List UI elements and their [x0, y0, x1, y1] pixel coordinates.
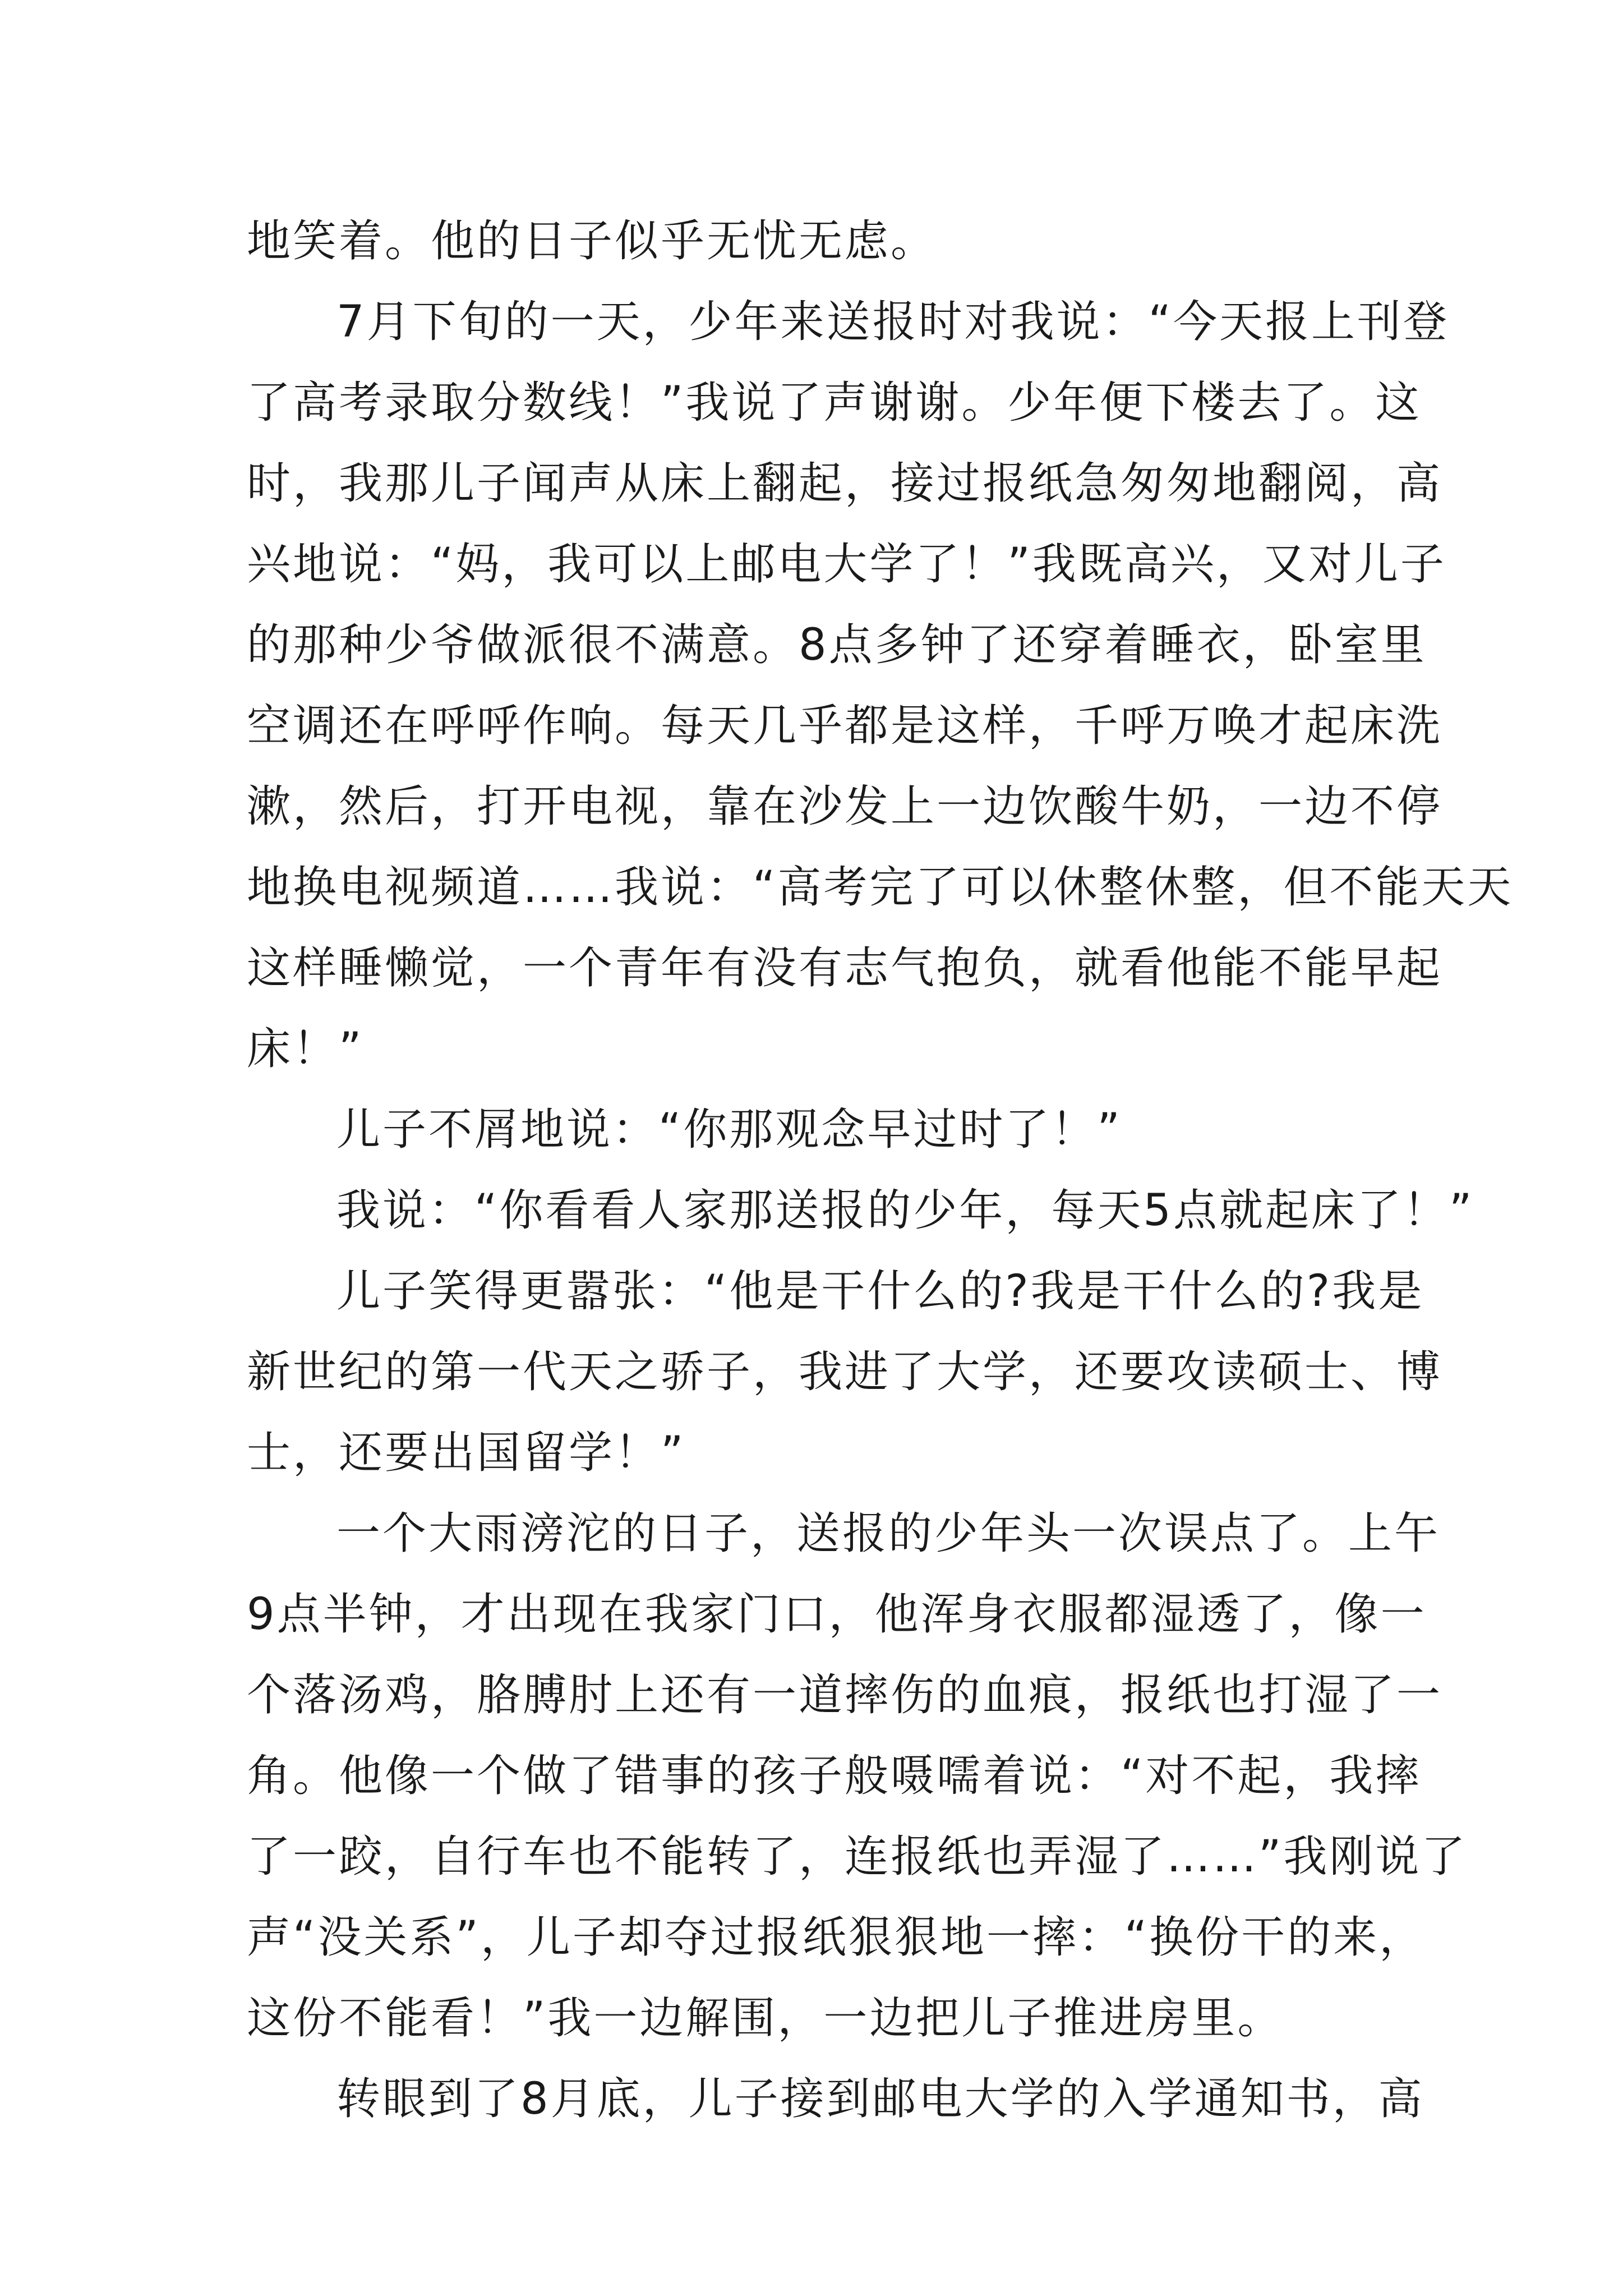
text-line-18: 9点半钟，才出现在我家门口，他浑身衣服都湿透了，像一 — [247, 1589, 1427, 1640]
text-line-24: 转眼到了8月底，儿子接到邮电大学的入学通知书，高 — [336, 2074, 1424, 2124]
text-line-20: 角。他像一个做了错事的孩子般嗫嚅着说：“对不起，我摔 — [247, 1751, 1422, 1801]
text-line-17: 一个大雨滂沱的日子，送报的少年头一次误点了。上午 — [336, 1508, 1441, 1559]
text-line-11: 床！” — [247, 1024, 364, 1074]
text-line-15: 新世纪的第一代天之骄子，我进了大学，还要攻读硕士、博 — [247, 1347, 1443, 1397]
text-line-22: 声“没关系”，儿子却夺过报纸狠狠地一摔：“换份干的来， — [247, 1912, 1426, 1963]
text-line-13: 我说：“你看看人家那送报的少年，每天5点就起床了！” — [336, 1185, 1474, 1236]
text-line-14: 儿子笑得更嚣张：“他是干什么的?我是干什么的?我是 — [336, 1266, 1424, 1317]
text-line-7: 空调还在呼呼作响。每天几乎都是这样，千呼万唤才起床洗 — [247, 701, 1443, 751]
text-line-16: 士，还要出国留学！” — [247, 1428, 686, 1478]
text-line-9: 地换电视频道……我说：“高考完了可以休整休整，但不能天天 — [247, 862, 1514, 913]
text-line-21: 了一跤，自行车也不能转了，连报纸也弄湿了……”我刚说了 — [247, 1832, 1468, 1882]
text-line-23: 这份不能看！”我一边解围，一边把儿子推进房里。 — [247, 1993, 1284, 2044]
text-line-1: 地笑着。他的日子似乎无忧无虑。 — [247, 216, 937, 266]
text-line-12: 儿子不屑地说：“你那观念早过时了！” — [336, 1105, 1122, 1155]
text-line-19: 个落汤鸡，胳膊肘上还有一道摔伤的血痕，报纸也打湿了一 — [247, 1670, 1443, 1720]
text-line-4: 时，我那儿子闻声从床上翻起，接过报纸急匆匆地翻阅，高 — [247, 458, 1443, 509]
text-line-6: 的那种少爷做派很不满意。8点多钟了还穿着睡衣，卧室里 — [247, 620, 1427, 670]
text-line-2: 7月下旬的一天，少年来送报时对我说：“今天报上刊登 — [336, 297, 1450, 347]
text-line-5: 兴地说：“妈，我可以上邮电大学了！”我既高兴，又对儿子 — [247, 539, 1446, 590]
text-line-10: 这样睡懒觉，一个青年有没有志气抱负，就看他能不能早起 — [247, 943, 1443, 993]
text-line-8: 漱，然后，打开电视，靠在沙发上一边饮酸牛奶，一边不停 — [247, 781, 1443, 832]
text-line-3: 了高考录取分数线！”我说了声谢谢。少年便下楼去了。这 — [247, 378, 1422, 428]
